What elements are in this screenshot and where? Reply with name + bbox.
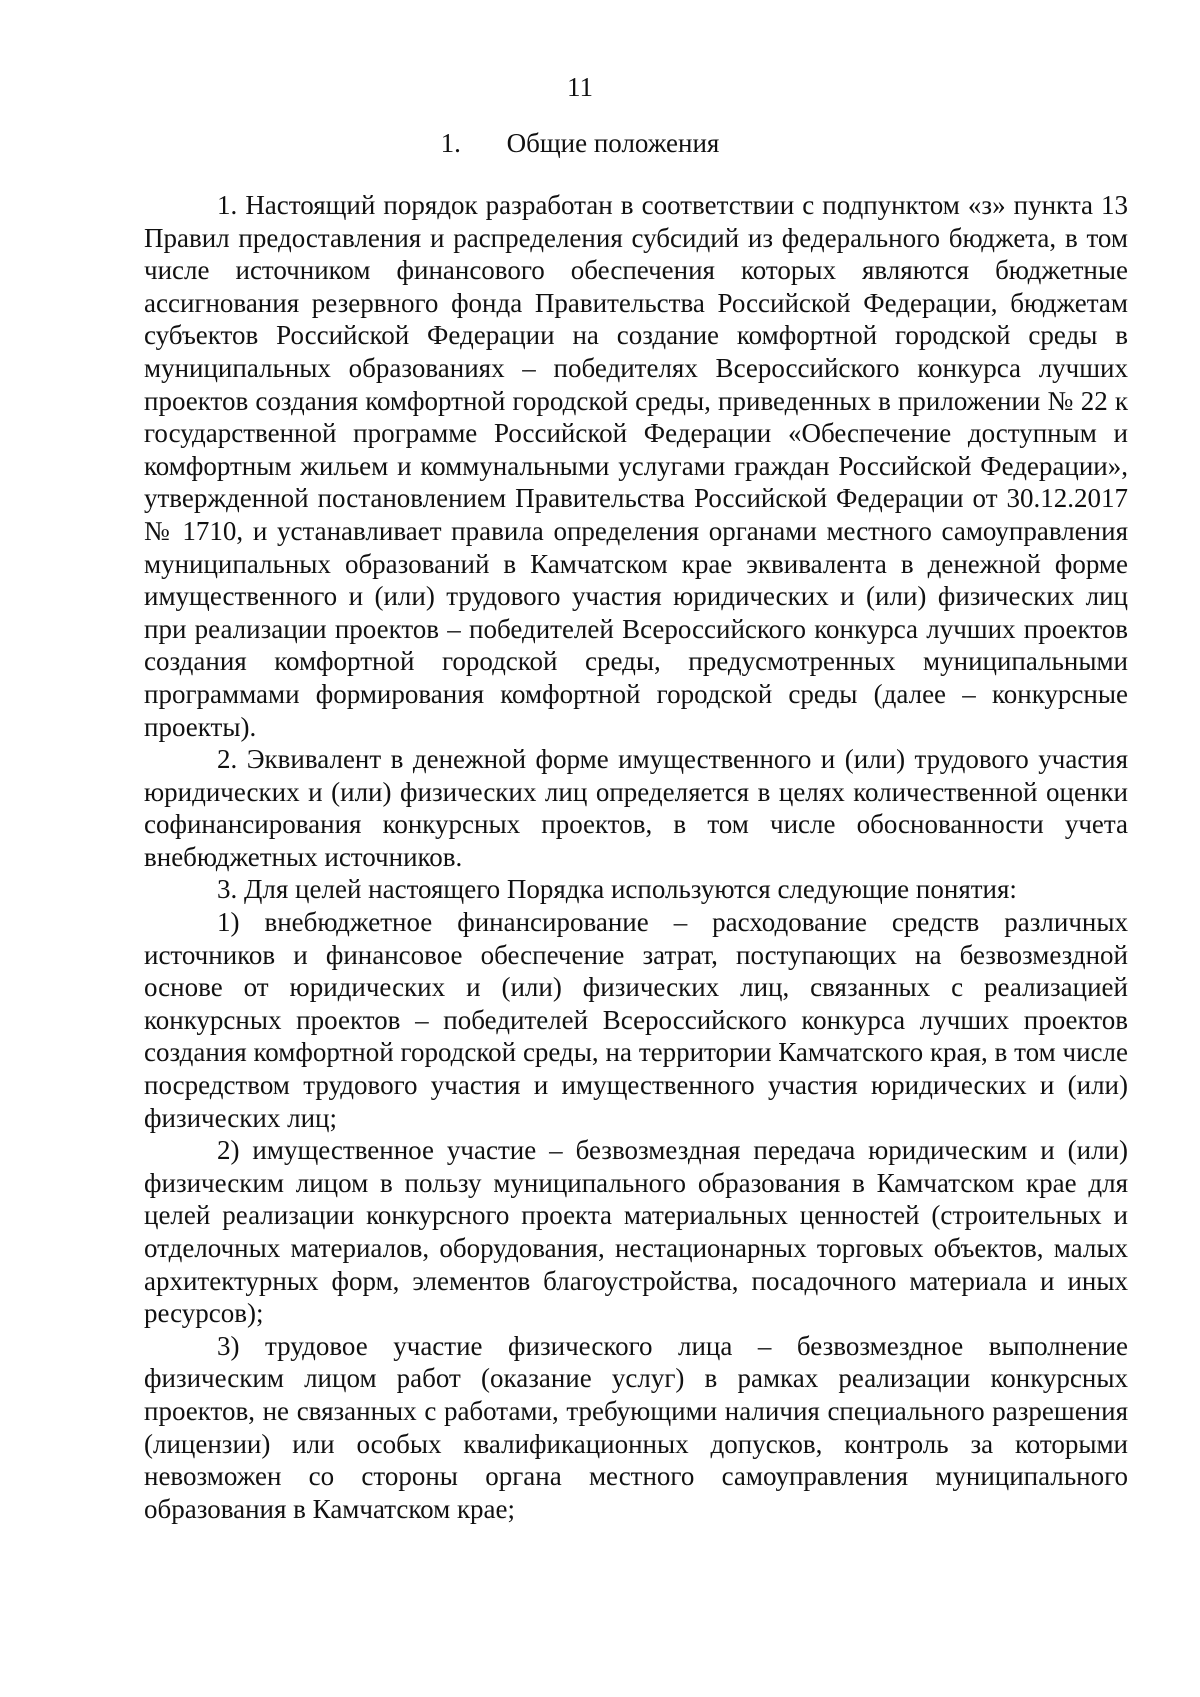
- definition-1: 1) внебюджетное финансирование – расходование средств различных источников и финансовое обеспечение затрат, поступающих на безвозмездной основе от юридических и (или) физических лиц, связанных с реализацией конкурсных проектов – победителей Всероссийского конкурса лучших проектов создания комфортной городской среды, на территории Камчатского края, в том числе посредством трудового участия и имущественного участия юридических и (или) физических лиц;: [144, 907, 1128, 1133]
- section-heading: [0, 126, 1160, 160]
- definition-2: 2) имущественное участие – безвозмездная передача юридическим и (или) физическим лицом в пользу муниципального образования в Камчатском крае для целей реализации конкурсного проекта материальных ценностей (строительных и отделочных материалов, оборудования, нестационарных торговых объектов, малых архитектурных форм, элементов благоустройства, посадочного материала и иных ресурсов);: [144, 1135, 1128, 1329]
- page-number: 11: [567, 72, 593, 102]
- paragraph-2: 2. Эквивалент в денежной форме имущественного и (или) трудового участия юридических и (или) физических лиц определяется в целях количественной оценки софинансирования конкурсных проектов, в том числе обоснованности учета внебюджетных источников.: [144, 744, 1128, 872]
- definition-3: 3) трудовое участие физического лица – безвозмездное выполнение физическим лицом работ (оказание услуг) в рамках реализации конкурсных проектов, не связанных с работами, требующими наличия специального разрешения (лицензии) или особых квалификационных допусков, контроль за которыми невозможен со стороны органа местного самоуправления муниципального образования в Камчатском крае;: [144, 1330, 1128, 1524]
- section-number: 1.: [440, 128, 461, 158]
- paragraph-1: 1. Настоящий порядок разработан в соответствии с подпунктом «з» пункта 13 Правил предоставления и распределения субсидий из федерального бюджета, в том числе источником финансового обеспечения которых являются бюджетные ассигнования резервного фонда Правительства Российской Федерации, бюджетам субъектов Российской Федерации на создание комфортной городской среды в муниципальных образованиях – победителях Всероссийского конкурса лучших проектов создания комфортной городской среды, приведенных в приложении № 22 к государственной программе Российской Федерации «Обеспечение доступным и комфортным жильем и коммунальными услугами граждан Российской Федерации», утвержденной постановлением Правительства Российской Федерации от 30.12.2017 № 1710, и устанавливает правила определения органами местного самоуправления муниципальных образований в Камчатском крае эквивалента в денежной форме имущественного и (или) трудового участия юридических и (или) физических лиц при реализации проектов – победителей Всероссийского конкурса лучших проектов создания комфортной городской среды, предусмотренных муниципальными программами формирования комфортной городской среды (далее – конкурсные проекты).: [144, 190, 1128, 742]
- paragraph-3: 3. Для целей настоящего Порядка используются следующие понятия:: [217, 874, 1017, 905]
- section-title: Общие положения: [506, 128, 720, 158]
- body-text: [144, 189, 1128, 1525]
